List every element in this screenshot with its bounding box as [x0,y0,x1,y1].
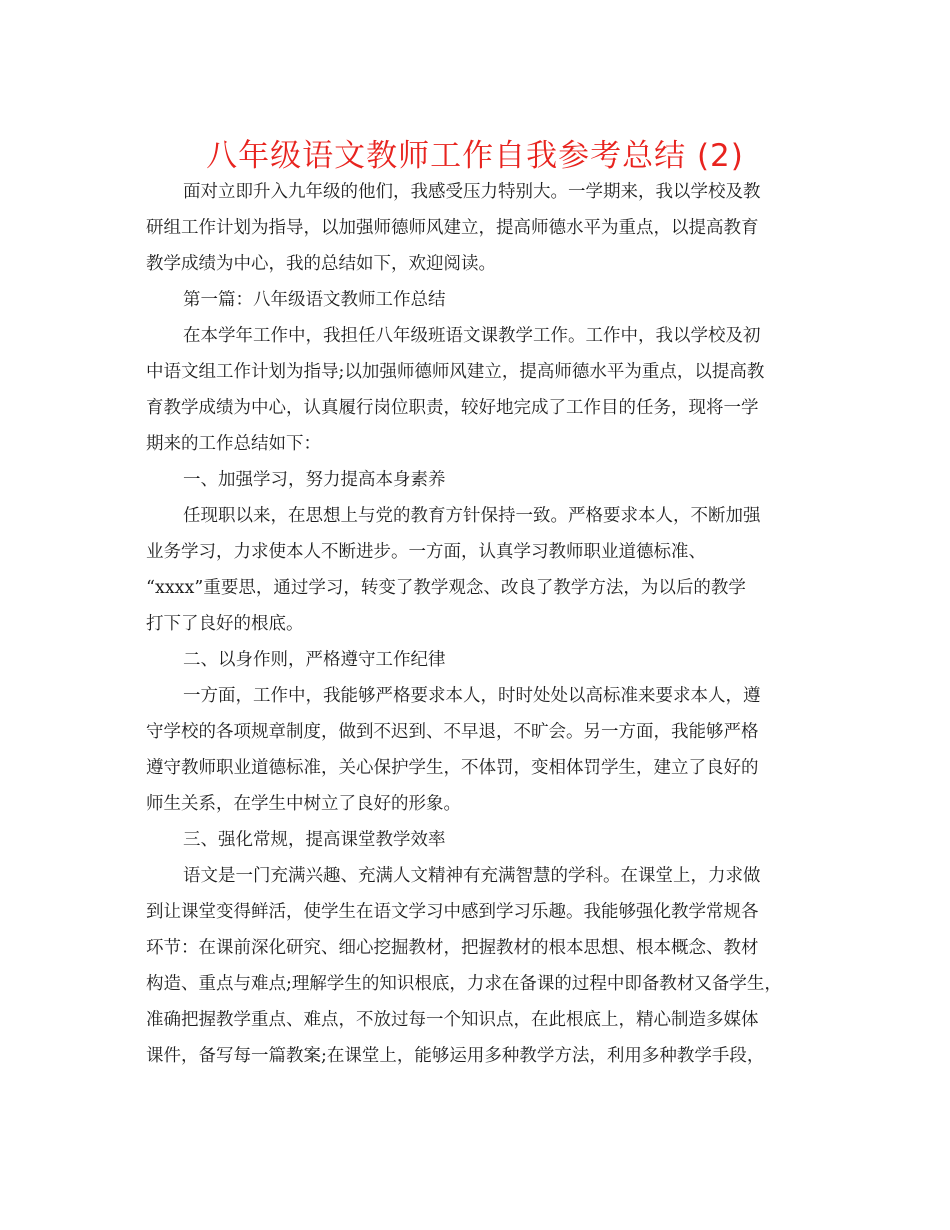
text-line: 研组工作计划为指导，以加强师德师风建立，提高师德水平为重点，以提高教育 [146,218,759,238]
text-line: 一方面，工作中，我能够严格要求本人，时时处处以高标准来要求本人，遵 [183,686,761,706]
text-line: 师生关系，在学生中树立了良好的形象。 [146,794,461,814]
text-line: 面对立即升入九年级的他们，我感受压力特别大。一学期来，我以学校及教 [183,182,761,202]
text-line: 守学校的各项规章制度，做到不迟到、不早退，不旷会。另一方面，我能够严格 [146,722,759,742]
section-heading: 第一篇：八年级语文教师工作总结 [183,290,446,310]
text-line: “xxxx”重要思，通过学习，转变了教学观念、改良了教学方法，为以后的教学 [146,578,746,598]
text-line: 到让课堂变得鲜活，使学生在语文学习中感到学习乐趣。我能够强化教学常规各 [146,902,759,922]
section-heading: 三、强化常规，提高课堂教学效率 [183,830,446,850]
text-line: 期来的工作总结如下： [146,434,321,454]
text-line: 环节：在课前深化研究、细心挖掘教材，把握教材的根本思想、根本概念、教材 [146,938,759,958]
section-heading: 一、加强学习，努力提高本身素养 [183,470,446,490]
document-title: 八年级语文教师工作自我参考总结 (2) [206,138,744,174]
text-line: 准确把握教学重点、难点，不放过每一个知识点，在此根底上，精心制造多媒体 [146,1010,759,1030]
text-line: 教学成绩为中心，我的总结如下，欢迎阅读。 [146,254,496,274]
text-line: 育教学成绩为中心，认真履行岗位职责，较好地完成了工作目的任务，现将一学 [146,398,759,418]
text-line: 打下了良好的根底。 [146,614,304,634]
text-line: 中语文组工作计划为指导;以加强师德师风建立，提高师德水平为重点，以提高教 [146,362,765,382]
text-line: 课件，备写每一篇教案;在课堂上，能够运用多种教学方法，利用多种教学手段， [146,1046,765,1066]
text-line: 遵守教师职业道德标准，关心保护学生，不体罚，变相体罚学生，建立了良好的 [146,758,759,778]
text-line: 在本学年工作中，我担任八年级班语文课教学工作。工作中，我以学校及初 [183,326,761,346]
text-line: 语文是一门充满兴趣、充满人文精神有充满智慧的学科。在课堂上，力求做 [183,866,761,886]
section-heading: 二、以身作则，严格遵守工作纪律 [183,650,446,670]
text-line: 构造、重点与难点;理解学生的知识根底，力求在备课的过程中即备教材又备学生， [146,974,782,994]
text-line: 任现职以来，在思想上与党的教育方针保持一致。严格要求本人，不断加强 [183,506,761,526]
text-line: 业务学习，力求使本人不断进步。一方面，认真学习教师职业道德标准、 [146,542,706,562]
